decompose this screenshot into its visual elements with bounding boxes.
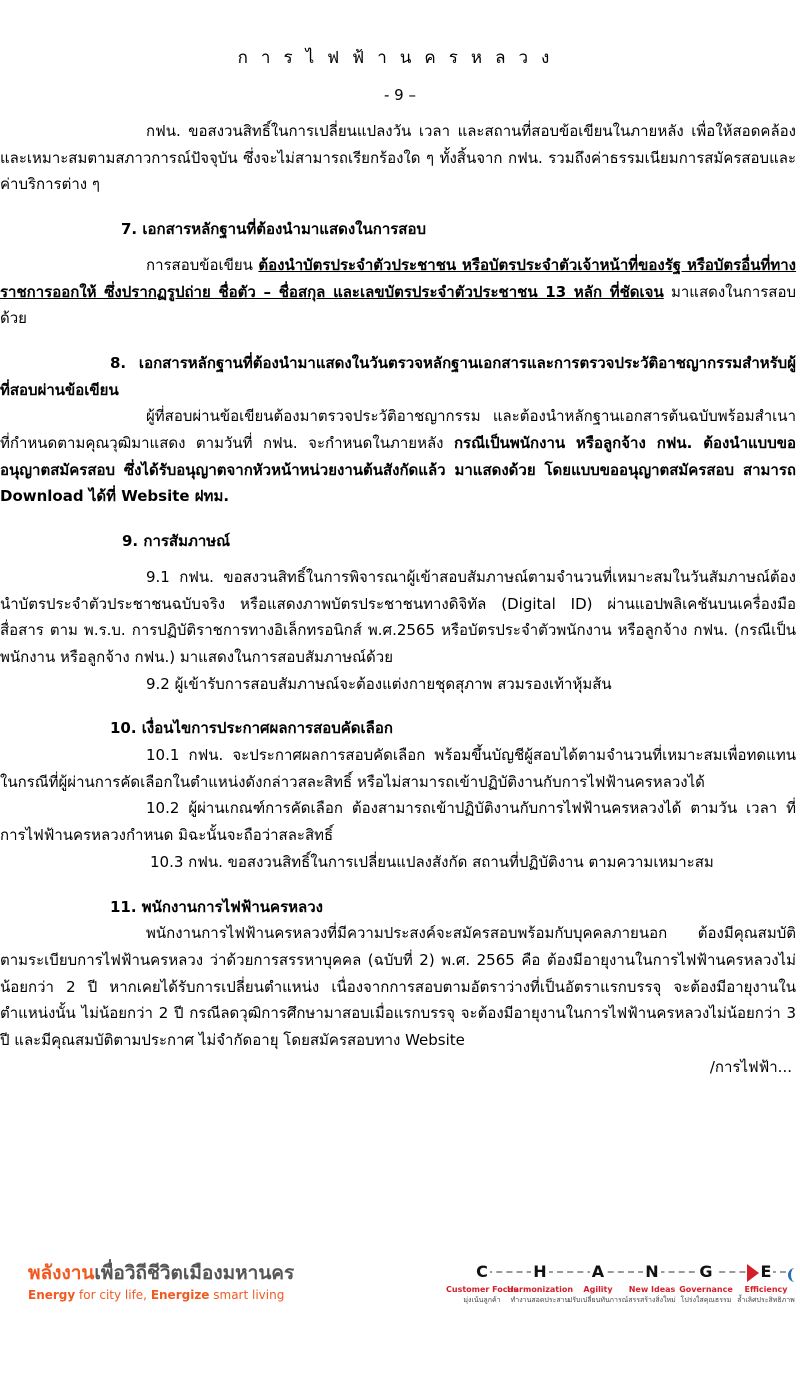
value-governance-th: โปร่งใสคุณธรรม (680, 1296, 732, 1304)
change-letter-a: A (591, 1262, 605, 1281)
value-harmonization: Harmonization (506, 1285, 574, 1294)
value-new-ideas: New Ideas (628, 1285, 676, 1294)
section-10-3-paragraph: 10.3 กฟน. ขอสงวนสิทธิ์ในการเปลี่ยนแปลงสังกัด สถานที่ปฏิบัติงาน ตามความเหมาะสม (150, 852, 714, 871)
section-7-paragraph (0, 252, 796, 332)
page-header-title: การไฟฟ้านครหลวง (237, 48, 563, 68)
section-11-paragraph: พนักงานการไฟฟ้านครหลวงที่มีความประสงค์จะสมัครสอบพร้อมกับบุคคลภายนอก ต้องมีคุณสมบัติตามระเบียบการไฟฟ้านครหลวง ว่าด้วยการสรรหาบุคคล (ฉบับที่ 2) พ.ศ. 2565 คือ ต้องมีอายุงานในการไฟฟ้านครหลวงไม่น้อยกว่า 2 ปี หากเคยได้รับการเปลี่ยนตำแหน่ง เนื่องจากการสอบตามอัตราว่างที่เป็นอัตราแรกบรรจุ จะต้องมีอายุงานในตำแหน่งนั้น ไม่น้อยกว่า 2 ปี กรณีลดวุฒิการศึกษามาสอบเมื่อแรกบรรจุ จะต้องมีอายุงานในการไฟฟ้านครหลวงไม่น้อยกว่า 3 ปี และมีคุณสมบัติตามประกาศ ไม่จำกัดอายุ โดยสมัครสอบทาง Website (0, 924, 796, 1050)
section-10-2-paragraph: 10.2 ผู้ผ่านเกณฑ์การคัดเลือก ต้องสามารถเข้าปฏิบัติงานกับการไฟฟ้านครหลวงได้ ตามวัน เวลา ที่การไฟฟ้านครหลวงกำหนด มิฉะนั้นจะถือว่าสละสิทธิ์ (0, 799, 796, 845)
value-agility: Agility (583, 1285, 613, 1294)
value-customer-focus: Customer Focus (446, 1285, 518, 1294)
slogan-thai (28, 1258, 294, 1288)
slogan-thai-part2: เพื่อวิถีชีวิตเมืองมหานคร (94, 1262, 295, 1284)
intro-paragraph: กฟน. ขอสงวนสิทธิ์ในการเปลี่ยนแปลงวัน เวลา และสถานที่สอบข้อเขียนในภายหลัง เพื่อให้สอดคล้องและเหมาะสมตามสภาวการณ์ปัจจุบัน ซึ่งจะไม่สามารถเรียกร้องใด ๆ ทั้งสิ้นจาก กฟน. รวมถึงค่าธรรมเนียมการสมัครสอบและค่าบริการต่าง ๆ (0, 122, 796, 194)
document-body (0, 118, 796, 1081)
slogan-en-part1: Energy (28, 1288, 76, 1302)
section-8-lead: ผู้ที่สอบผ่านข้อเขียนต้องมาตรวจประวัติอาชญากรรม และต้องนำหลักฐานเอกสารต้นฉบับพร้อมสำเนาที่กำหนดตามคุณวุฒิมาแสดง ตามวันที่ กฟน. จะกำหนดในภายหลัง (0, 407, 796, 453)
change-letter-n: N (645, 1262, 659, 1281)
section-8-paragraph (0, 403, 796, 510)
continuation-marker: /การไฟฟ้า... (709, 1057, 792, 1076)
section-10-heading: 10. เงื่อนไขการประกาศผลการสอบคัดเลือก (110, 719, 393, 738)
value-customer-focus-th: มุ่งเน้นลูกค้า (463, 1296, 501, 1304)
value-governance: Governance (679, 1285, 733, 1294)
section-9-2-paragraph: 9.2 ผู้เข้ารับการสอบสัมภาษณ์จะต้องแต่งกายชุดสุภาพ สวมรองเท้าหุ้มส้น (146, 674, 612, 693)
slogan-en-part4: smart living (209, 1288, 285, 1302)
footer (0, 1250, 800, 1340)
value-new-ideas-th: สรรสร้างสิ่งใหม่ (628, 1296, 676, 1304)
slogan-en-part3: Energize (150, 1288, 210, 1302)
change-letter-g: G (699, 1262, 713, 1281)
change-letter-c: C (476, 1262, 488, 1281)
section-8-emphasis: กรณีเป็นพนักงาน หรือลูกจ้าง กฟน. ต้องนำแบบขออนุญาตสมัครสอบ ซึ่งได้รับอนุญาตจากหัวหน้าหน่วยงานต้นสังกัดแล้ว มาแสดงด้วย โดยแบบขออนุญาตสมัครสอบ สามารถ Download ได้ที่ Website ฝทม. (0, 434, 796, 506)
change-letter-e: E (760, 1262, 772, 1281)
section-7-emphasis: ต้องนำบัตรประจำตัวประชาชน หรือบัตรประจำตัวเจ้าหน้าที่ของรัฐ หรือบัตรอื่นที่ทางราชการออกให้ ซึ่งปรากฏรูปถ่าย ชื่อตัว – ชื่อสกุล และเลขบัตรประจำตัวประชาชน 13 หลัก ที่ชัดเจน (0, 255, 797, 301)
change-values-logo (446, 1262, 800, 1332)
slogan-english (28, 1288, 284, 1302)
section-10-1-paragraph: 10.1 กฟน. จะประกาศผลการสอบคัดเลือก พร้อมขึ้นบัญชีผู้สอบได้ตามจำนวนที่เหมาะสมเพื่อทดแทนในกรณีที่ผู้ผ่านการคัดเลือกในตำแหน่งดังกล่าวสละสิทธิ์ หรือไม่สามารถเข้าปฏิบัติงานกับการไฟฟ้านครหลวงได้ (0, 746, 796, 791)
section-7-lead: การสอบข้อเขียน (146, 255, 259, 274)
section-8-heading: 8. เอกสารหลักฐานที่ต้องนำมาแสดงในวันตรวจหลักฐานเอกสารและการตรวจประวัติอาชญากรรมสำหรับผู้ที่สอบผ่านข้อเขียน (0, 353, 796, 399)
value-efficiency-th: ล้ำเลิศประสิทธิภาพ (737, 1296, 795, 1304)
section-7-heading: 7. เอกสารหลักฐานที่ต้องนำมาแสดงในการสอบ (121, 220, 426, 239)
section-9-1-paragraph: 9.1 กฟน. ขอสงวนสิทธิ์ในการพิจารณาผู้เข้าสอบสัมภาษณ์ตามจำนวนที่เหมาะสมในวันสัมภาษณ์ต้องนำบัตรประจำตัวประชาชนฉบับจริง หรือแสดงภาพบัตรประชาชนทางดิจิทัล (Digital ID) ผ่านแอปพลิเคชันบนเครื่องมือสื่อสาร ตาม พ.ร.บ. การปฏิบัติราชการทางอิเล็กทรอนิกส์ พ.ศ.2565 หรือบัตรประจำตัวพนักงาน หรือลูกจ้าง กฟน. (กรณีเป็นพนักงาน หรือลูกจ้าง กฟน.) มาแสดงในการสอบสัมภาษณ์ด้วย (0, 567, 796, 666)
logo-swoosh-icon (788, 1268, 800, 1282)
value-efficiency: Efficiency (744, 1285, 788, 1294)
section-11-heading: 11. พนักงานการไฟฟ้านครหลวง (110, 897, 323, 916)
slogan-en-part2: for city life, (75, 1288, 151, 1302)
section-9-heading: 9. การสัมภาษณ์ (122, 532, 231, 551)
section-7-tail: มาแสดงในการสอบด้วย (0, 282, 796, 328)
change-letter-h: H (533, 1262, 547, 1281)
slogan-thai-part1: พลังงาน (28, 1262, 95, 1284)
page-number: - 9 – (384, 86, 416, 104)
value-agility-th: ปรับเปลี่ยนทันการณ์ (567, 1296, 629, 1304)
value-harmonization-th: ทำงานสอดประสาน (510, 1296, 570, 1304)
